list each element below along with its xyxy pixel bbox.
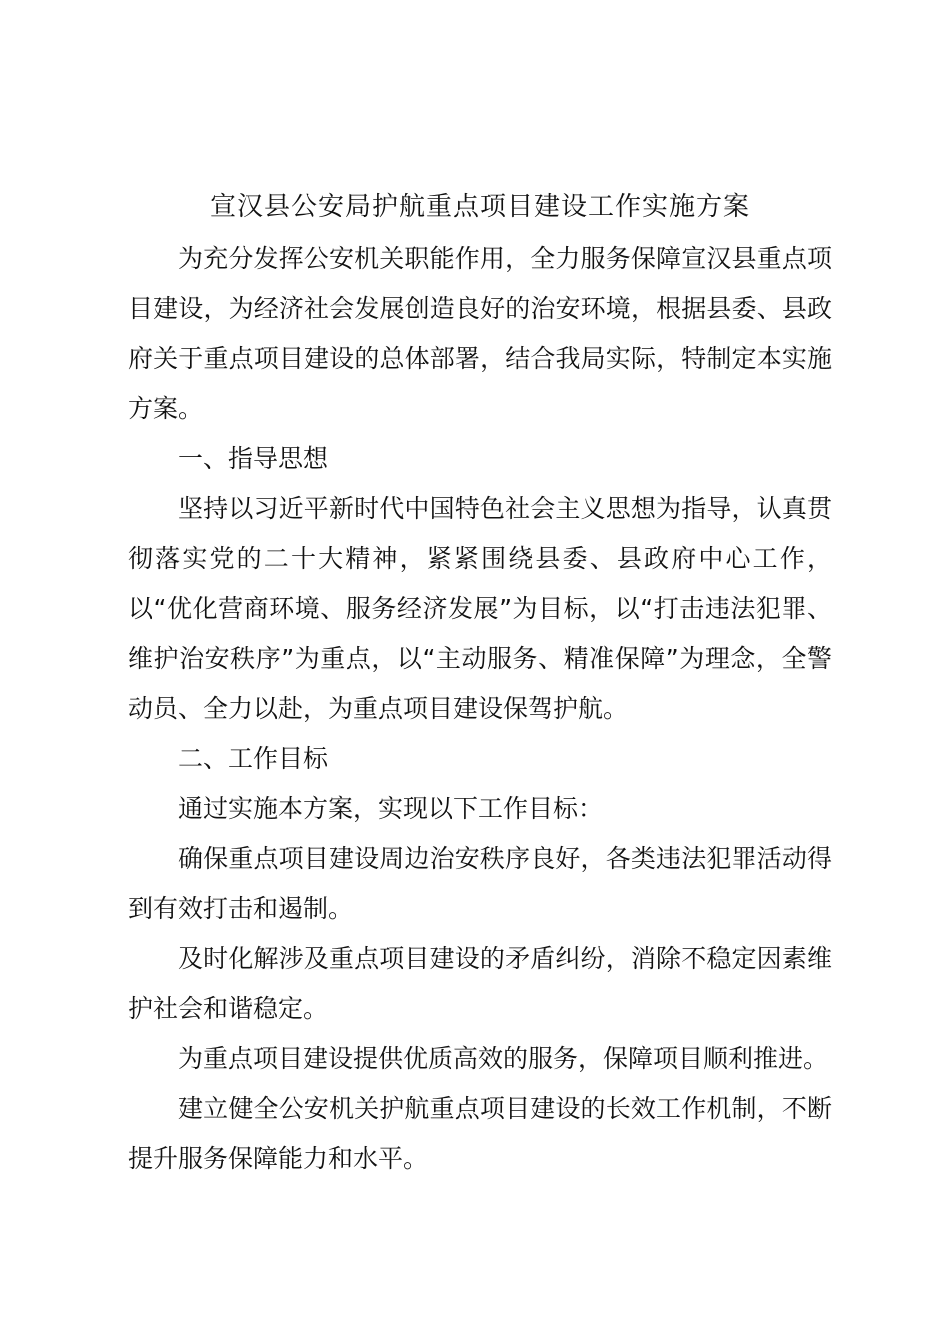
work-goal-item: 为重点项目建设提供优质高效的服务，保障项目顺利推进。 (178, 1044, 829, 1073)
work-goal-item: 及时化解涉及重点项目建设的矛盾纠纷，消除不稳定因素维护社会和谐稳定。 (128, 944, 832, 1023)
intro-paragraph: 为充分发挥公安机关职能作用，全力服务保障宣汉县重点项目建设，为经济社会发展创造良好的治安环境，根据县委、县政府关于重点项目建设的总体部署，结合我局实际，特制定本实施方案。 (128, 244, 832, 423)
guiding-ideology-paragraph: 坚持以习近平新时代中国特色社会主义思想为指导，认真贯彻落实党的二十大精神，紧紧围绕县委、县政府中心工作，以“优化营商环境、服务经济发展”为目标，以“打击违法犯罪、维护治安秩序”为重点，以“主动服务、精准保障”为理念，全警动员、全力以赴，为重点项目建设保驾护航。 (128, 494, 832, 723)
document-title: 宣汉县公安局护航重点项目建设工作实施方案 (209, 192, 750, 222)
section-heading-work-goals: 二、工作目标 (178, 744, 329, 773)
work-goals-lead: 通过实施本方案，实现以下工作目标： (178, 794, 604, 823)
work-goal-item: 确保重点项目建设周边治安秩序良好，各类违法犯罪活动得到有效打击和遏制。 (128, 844, 832, 923)
section-heading-guiding-ideology: 一、指导思想 (178, 444, 329, 473)
work-goal-item: 建立健全公安机关护航重点项目建设的长效工作机制，不断提升服务保障能力和水平。 (128, 1094, 832, 1173)
document-page (128, 180, 832, 1184)
